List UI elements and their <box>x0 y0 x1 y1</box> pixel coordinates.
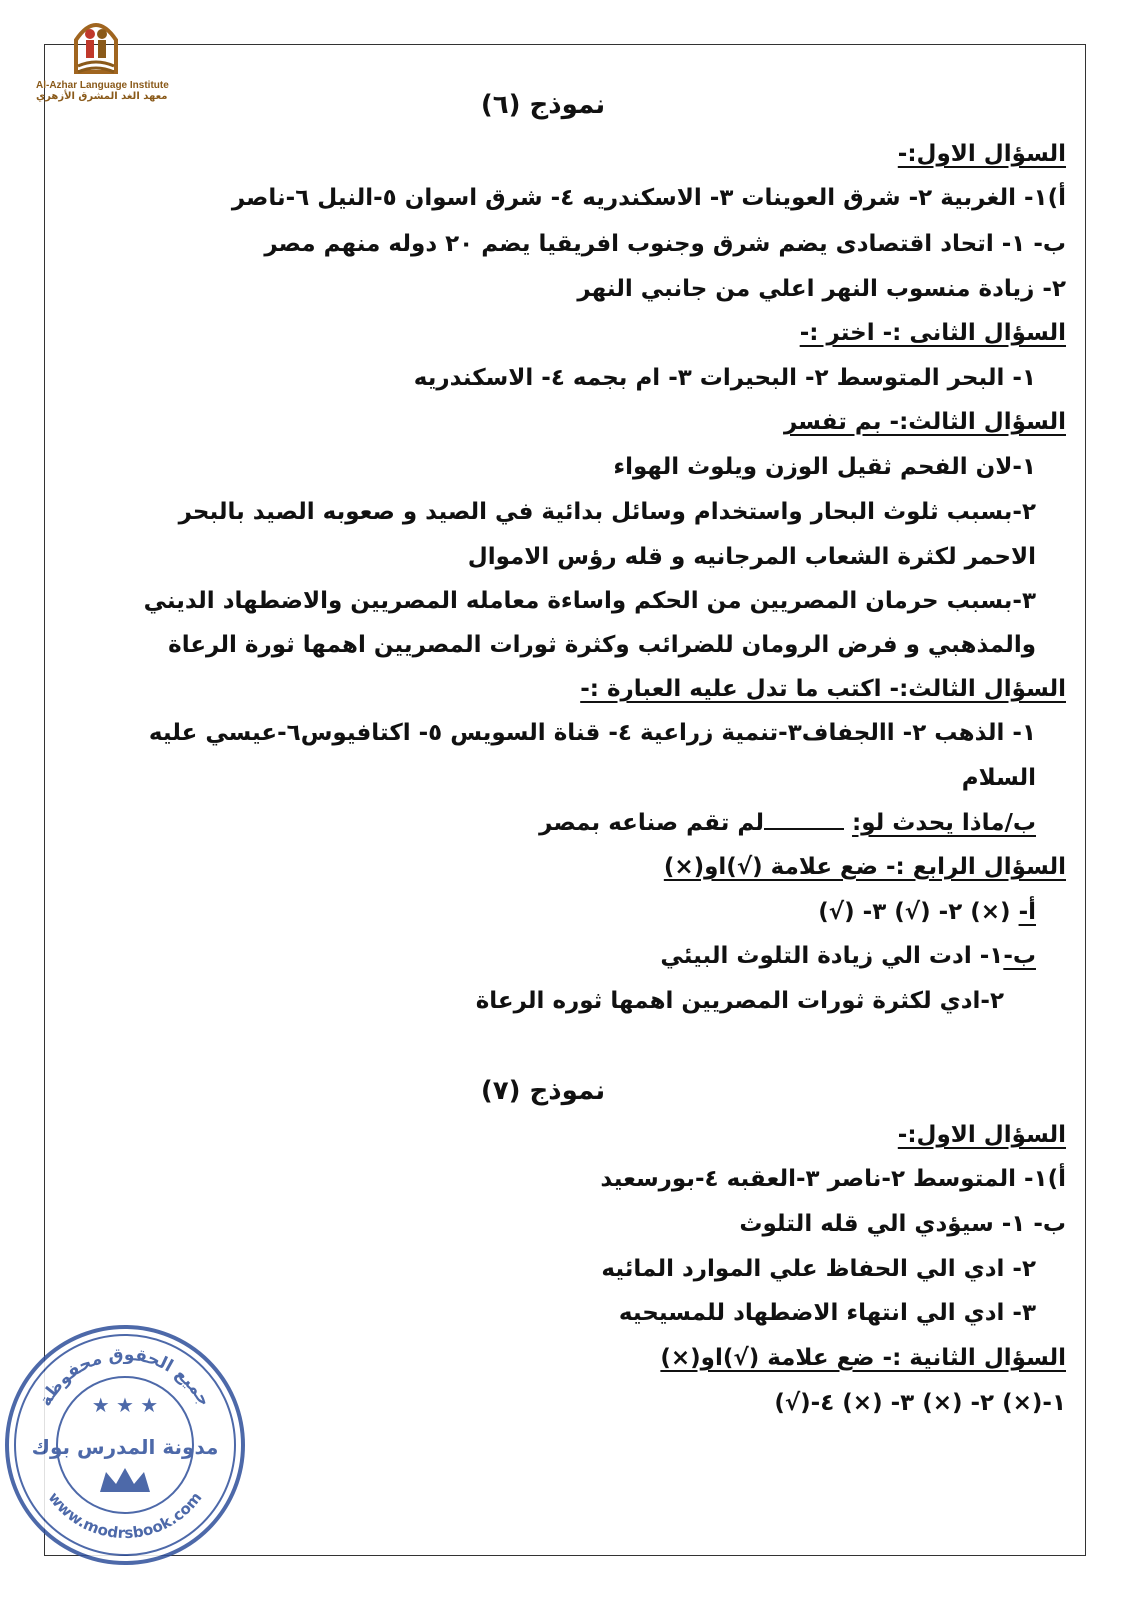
model6-q1-b2: ٢- زيادة منسوب النهر اعلي من جانبي النهر <box>577 276 1066 302</box>
model6-q4-b2: ٢-ادي لكثرة ثورات المصريين اهمها ثوره الرعاة <box>475 988 1004 1014</box>
svg-text:جميع الحقوق محفوظة: جميع الحقوق محفوظة <box>35 1344 215 1410</box>
svg-text:★ ★ ★: ★ ★ ★ <box>91 1393 159 1417</box>
model6-q3-2a: ٢-بسبب ثلوث البحار واستخدام وسائل بدائية في الصيد و صعوبه الصيد بالبحر <box>178 499 1036 525</box>
model7-q1-b2: ٢- ادي الي الحفاظ علي الموارد المائيه <box>601 1256 1036 1282</box>
model6-q4-a-answers: (×) ٢- (√) ٣- (√) <box>818 899 1011 925</box>
model6-q4-b1: ١- ادت الي زيادة التلوث البيئي <box>660 943 1004 969</box>
model7-q2-title: السؤال الثانية :- ضع علامة (√)او(×) <box>660 1345 1066 1371</box>
model6-q4-b-label: ب- <box>1003 943 1036 969</box>
model6-q2-answers: ١- البحر المتوسط ٢- البحيرات ٣- ام بجمه ٤- الاسكندريه <box>413 365 1036 391</box>
model6-title: نموذج (٦) <box>480 90 606 120</box>
model6-q3b-b <box>539 812 1036 835</box>
answer-blank-line <box>764 812 844 830</box>
logo-name-ar: معهد الغد المشرق الأزهري <box>36 91 168 102</box>
model6-q3-title: السؤال الثالث:- بم تفسر <box>783 409 1066 435</box>
model6-q3b-title: السؤال الثالث:- اكتب ما تدل عليه العبارة :- <box>580 676 1066 702</box>
model6-q1-a: أ)١- الغربية ٢- شرق العوينات ٣- الاسكندريه ٤- شرق اسوان ٥-النيل ٦-ناصر <box>231 185 1066 211</box>
model6-q3-3a: ٣-بسبب حرمان المصريين من الحكم واساءة معامله المصريين والاضطهاد الديني <box>143 588 1036 614</box>
model7-q1-b3: ٣- ادي الي انتهاء الاضطهاد للمسيحيه <box>618 1300 1036 1326</box>
model7-q1-title: السؤال الاول:- <box>897 1122 1066 1148</box>
model7-q1-b1: ب- ١- سيؤدي الي قله التلوث <box>739 1211 1066 1237</box>
model6-q4-b1-row <box>660 945 1036 968</box>
model6-q4-a <box>818 901 1036 924</box>
model6-q3-1: ١-لان الفحم ثقيل الوزن ويلوث الهواء <box>613 454 1036 480</box>
model7-q1-a: أ)١- المتوسط ٢-ناصر ٣-العقبه ٤-بورسعيد <box>600 1166 1066 1192</box>
model6-q3b-1b: السلام <box>961 765 1036 791</box>
watermark-stamp <box>2 1322 248 1568</box>
svg-text:www.modrsbook.com: www.modrsbook.com <box>44 1488 206 1543</box>
model6-q3b-b-label: ب/ماذا يحدث لو: <box>852 810 1036 836</box>
model7-q2-answers: ١-(×) ٢- (×) ٣- (×) ٤-(√) <box>774 1390 1066 1416</box>
model7-title: نموذج (٧) <box>480 1076 606 1106</box>
svg-text:مدونة المدرس بوك: مدونة المدرس بوك <box>31 1435 219 1459</box>
model6-q3-3b: والمذهبي و فرض الرومان للضرائب وكثرة ثورات المصريين اهمها ثورة الرعاة <box>168 632 1036 658</box>
model6-q2-title: السؤال الثانى :- اختر :- <box>799 320 1066 346</box>
model6-q1-b1: ب- ١- اتحاد اقتصادى يضم شرق وجنوب افريقيا يضم ٢٠ دوله منهم مصر <box>264 231 1066 257</box>
model6-q1-title: السؤال الاول:- <box>897 141 1066 167</box>
model6-q3b-1a: ١- الذهب ٢- االجفاف٣-تنمية زراعية ٤- قناة السويس ٥- اكتافيوس٦-عيسي عليه <box>148 720 1036 746</box>
model6-q4-a-label: أ- <box>1018 899 1036 925</box>
model6-q4-title: السؤال الرابع :- ضع علامة (√)او(×) <box>663 854 1066 880</box>
logo-name-en: Al-Azhar Language Institute <box>36 80 169 91</box>
model6-q3b-b-text: لم تقم صناعه بمصر <box>539 810 765 836</box>
model6-q3-2b: الاحمر لكثرة الشعاب المرجانيه و قله رؤس الاموال <box>467 544 1036 570</box>
